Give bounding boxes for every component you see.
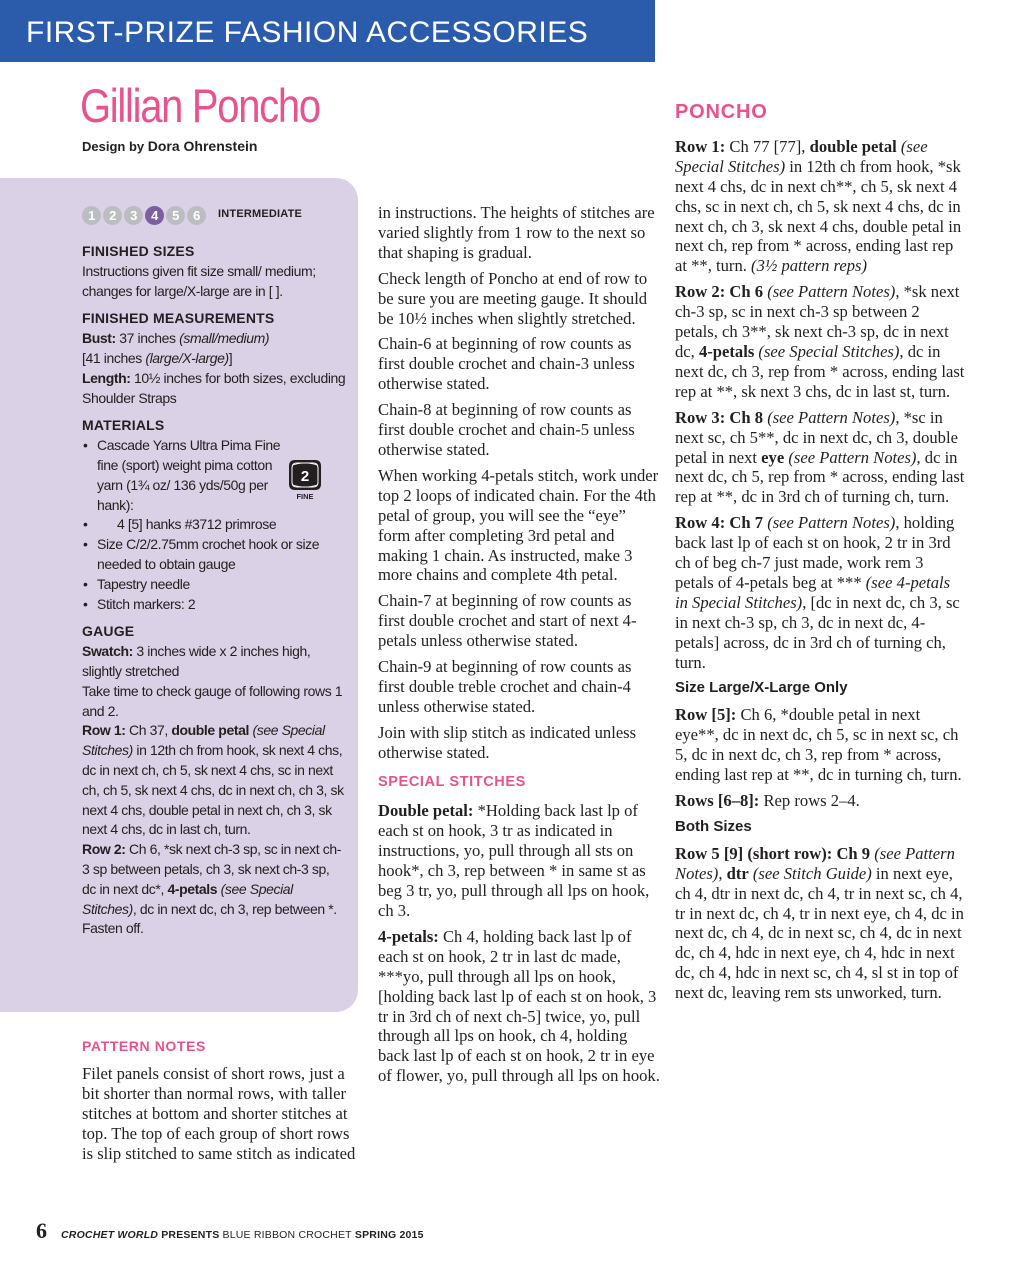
- pattern-title: Gillian Poncho: [80, 79, 320, 132]
- material-yarn: • Cascade Yarns Ultra Pima Fine fine (sport) weight pima cotton yarn (1¾ oz/ 136 yds/50g per hank):: [82, 436, 346, 515]
- special-stitches-heading: SPECIAL STITCHES: [378, 773, 526, 790]
- column-3: [675, 103, 965, 1009]
- gauge-heading: GAUGE: [82, 623, 135, 640]
- material-yarn-amount: • 4 [5] hanks #3712 primrose: [82, 515, 346, 535]
- yarn-weight-icon: [283, 456, 327, 500]
- pattern-note-7: Chain-7 at beginning of row counts as first double crochet and start of next 4-petals unless otherwise stated.: [378, 591, 637, 651]
- designer-name: Dora Ohrenstein: [147, 138, 258, 154]
- poncho-row-1: Row 1: Ch 77 [77], double petal (see Special Stitches) in 12th ch from hook, *sk next 4 chs, dc in next ch**, ch 5, sk next 4 chs, sc in next ch, ch 5, sk next 4 chs, dc in next ch, ch 3, sk next 4 chs, double petal in next ch, rep from * across, ending last rep at **, turn. (3½ pattern reps): [675, 136, 962, 276]
- byline: [82, 138, 257, 154]
- bust-measurement-large: [41 inches (large/X-large)]: [82, 349, 233, 366]
- size-large-heading: Size Large/X-Large Only: [675, 679, 848, 697]
- skill-level-4-active: 4: [145, 206, 164, 225]
- pattern-note-9: Join with slip stitch as indicated unless otherwise stated.: [378, 722, 637, 762]
- skill-level-5: 5: [166, 206, 185, 225]
- skill-level-6: 6: [187, 206, 206, 225]
- poncho-rows-6-8: Rows [6–8]: Rep rows 2–4.: [675, 791, 860, 810]
- page-number: 6: [36, 1218, 47, 1243]
- four-petals-definition: 4-petals: Ch 4, holding back last lp of each st on hook, 2 tr in last dc made, ***yo, pull through all lps on hook, [holding back last lp of each st on hook, 3 tr in 3rd ch of next ch-5] twice, yo, pull through all lps on hook, ch 4, holding back last lp of each st on hook, 2 tr in eye of flower, yo, pull through all lps on hook.: [378, 926, 660, 1086]
- both-sizes-heading: Both Sizes: [675, 817, 752, 835]
- gauge-row-1: Row 1: Ch 37, double petal (see Special Stitches) in 12th ch from hook, sk next 4 chs, dc in next ch, ch 5, sk next 4 chs, sc in next ch, ch 5, sk next 4 chs, dc in next ch, ch 3, sk next 4 chs, double petal in next ch, ch 3, sk next 4 chs, dc in last ch, turn.: [82, 722, 344, 838]
- gauge-swatch: Swatch: 3 inches wide x 2 inches high, slightly stretched: [82, 643, 311, 679]
- footer-credit: CROCHET WORLD PRESENTS BLUE RIBBON CROCHET SPRING 2015: [61, 1229, 424, 1241]
- length-measurement: Length: 10½ inches for both sizes, excluding Shoulder Straps: [82, 369, 346, 406]
- double-petal-definition: Double petal: *Holding back last lp of each st on hook, 3 tr as indicated in instructions, yo, pull through all sts on hook*, ch 3, rep between * in same st as beg 3 tr, yo, pull through all lps on hook, ch 3.: [378, 801, 650, 920]
- gauge-row-2: Row 2: Ch 6, *sk next ch-3 sp, sc in next ch-3 sp between petals, ch 3, sk next ch-3 sp, dc in next dc*, 4-petals (see Special Stitches), dc in next dc, ch 3, rep between *. Fasten off.: [82, 841, 341, 937]
- material-markers: • Stitch markers: 2: [82, 595, 346, 615]
- material-hook: • Size C/2/2.75mm crochet hook or size needed to obtain gauge: [82, 535, 346, 575]
- poncho-row-4: Row 4: Ch 7 (see Pattern Notes), holding back last lp of each st on hook, 2 tr in 3rd ch of beg ch-7 just made, work rem 3 petals of 4-petals beg at *** (see 4-petals in Special Stitches), [dc in next dc, ch 3, sc in next ch-3 sp, ch 3, dc in next dc, 4-petals] across, dc in 3rd ch of turning ch, turn.: [675, 513, 960, 672]
- poncho-row-5-large: Row [5]: Ch 6, *double petal in next eye**, dc in next dc, ch 5, sc in next sc, ch 5, dc in next dc, ch 3, rep from * across, ending last rep at **, dc in turning ch, turn.: [675, 705, 962, 785]
- sidebar-content: [82, 204, 346, 939]
- pattern-note-4: Chain-6 at beginning of row counts as first double crochet and chain-3 unless otherwise stated.: [378, 334, 635, 394]
- poncho-row-2: Row 2: Ch 6 (see Pattern Notes), *sk next ch-3 sp, sc in next ch-3 sp between 2 petals, ch 3**, sk next ch-3 sp, dc in next dc, 4-petals (see Special Stitches), dc in next dc, ch 3, rep from * across, ending last rep at **, sk next 3 chs, dc in last st, turn.: [675, 282, 965, 401]
- pattern-note-1: Filet panels consist of short rows, just a bit shorter than normal rows, with taller stitches at bottom and shorter stitches at top. The top of each group of short rows is slip stitched to same stitch as indicated: [82, 1064, 356, 1163]
- page-footer: [36, 1218, 424, 1244]
- pattern-note-3: Check length of Poncho at end of row to be sure you are meeting gauge. It should be 10½ inches when slightly stretched.: [378, 268, 648, 328]
- skill-level-label: INTERMEDIATE: [218, 208, 303, 221]
- materials-heading: MATERIALS: [82, 417, 165, 434]
- byline-prefix: Design by: [82, 139, 148, 154]
- pattern-note-8: Chain-9 at beginning of row counts as first double treble crochet and chain-4 unless otherwise stated.: [378, 657, 632, 716]
- skill-level: [82, 204, 346, 226]
- finished-sizes-heading: FINISHED SIZES: [82, 243, 195, 259]
- column-2: [378, 203, 660, 1092]
- yarn-weight-label: FINE: [296, 492, 314, 500]
- poncho-heading: PONCHO: [675, 101, 768, 123]
- material-needle: • Tapestry needle: [82, 575, 346, 595]
- skill-level-1: 1: [82, 206, 101, 225]
- pattern-note-5: Chain-8 at beginning of row counts as first double crochet and chain-5 unless otherwise stated.: [378, 400, 635, 459]
- pattern-note-6: When working 4-petals stitch, work under top 2 loops of indicated chain. For the 4th petal of group, you will see the “eye” form after completing 3rd petal and making 1 chain. As instructed, make 3 more chains and complete 4th petal.: [378, 465, 659, 585]
- section-banner-text: FIRST-PRIZE FASHION ACCESSORIES: [26, 16, 589, 49]
- pattern-notes-text: [82, 1064, 364, 1170]
- finished-measurements-heading: FINISHED MEASUREMENTS: [82, 310, 275, 327]
- skill-level-3: 3: [124, 206, 143, 225]
- finished-sizes-text: Instructions given fit size small/ medium; changes for large/X-large are in [ ].: [82, 262, 316, 299]
- pattern-notes-heading: PATTERN NOTES: [82, 1038, 206, 1054]
- poncho-row-3: Row 3: Ch 8 (see Pattern Notes), *sc in next sc, ch 5**, dc in next dc, ch 3, double petal in next eye (see Pattern Notes), dc in next dc, ch 5, rep from * across, ending last rep at **, dc in 3rd ch of turning ch, turn.: [675, 407, 965, 507]
- bust-measurement: Bust: 37 inches (small/medium): [82, 330, 270, 347]
- gauge-take-time: Take time to check gauge of following rows 1 and 2.: [82, 682, 343, 719]
- poncho-row-5-9: Row 5 [9] (short row): Ch 9 (see Pattern Notes), dtr (see Stitch Guide) in next eye, ch 4, dtr in next dc, ch 4, tr in next sc, ch 4, tr in next dc, ch 4, tr in next eye, ch 4, dc in next dc, ch 4, dc in next sc, ch 4, dc in next dc, ch 4, hdc in next eye, ch 4, hdc in next dc, ch 4, hdc in next sc, ch 4, sl st in top of next dc, leaving rem sts unworked, turn.: [675, 843, 964, 1003]
- section-banner: [0, 0, 655, 62]
- yarn-weight-number: 2: [300, 468, 310, 485]
- pattern-note-2: in instructions. The heights of stitches are varied slightly from 1 row to the next so that shaping is gradual.: [378, 203, 655, 262]
- skill-level-2: 2: [103, 206, 122, 225]
